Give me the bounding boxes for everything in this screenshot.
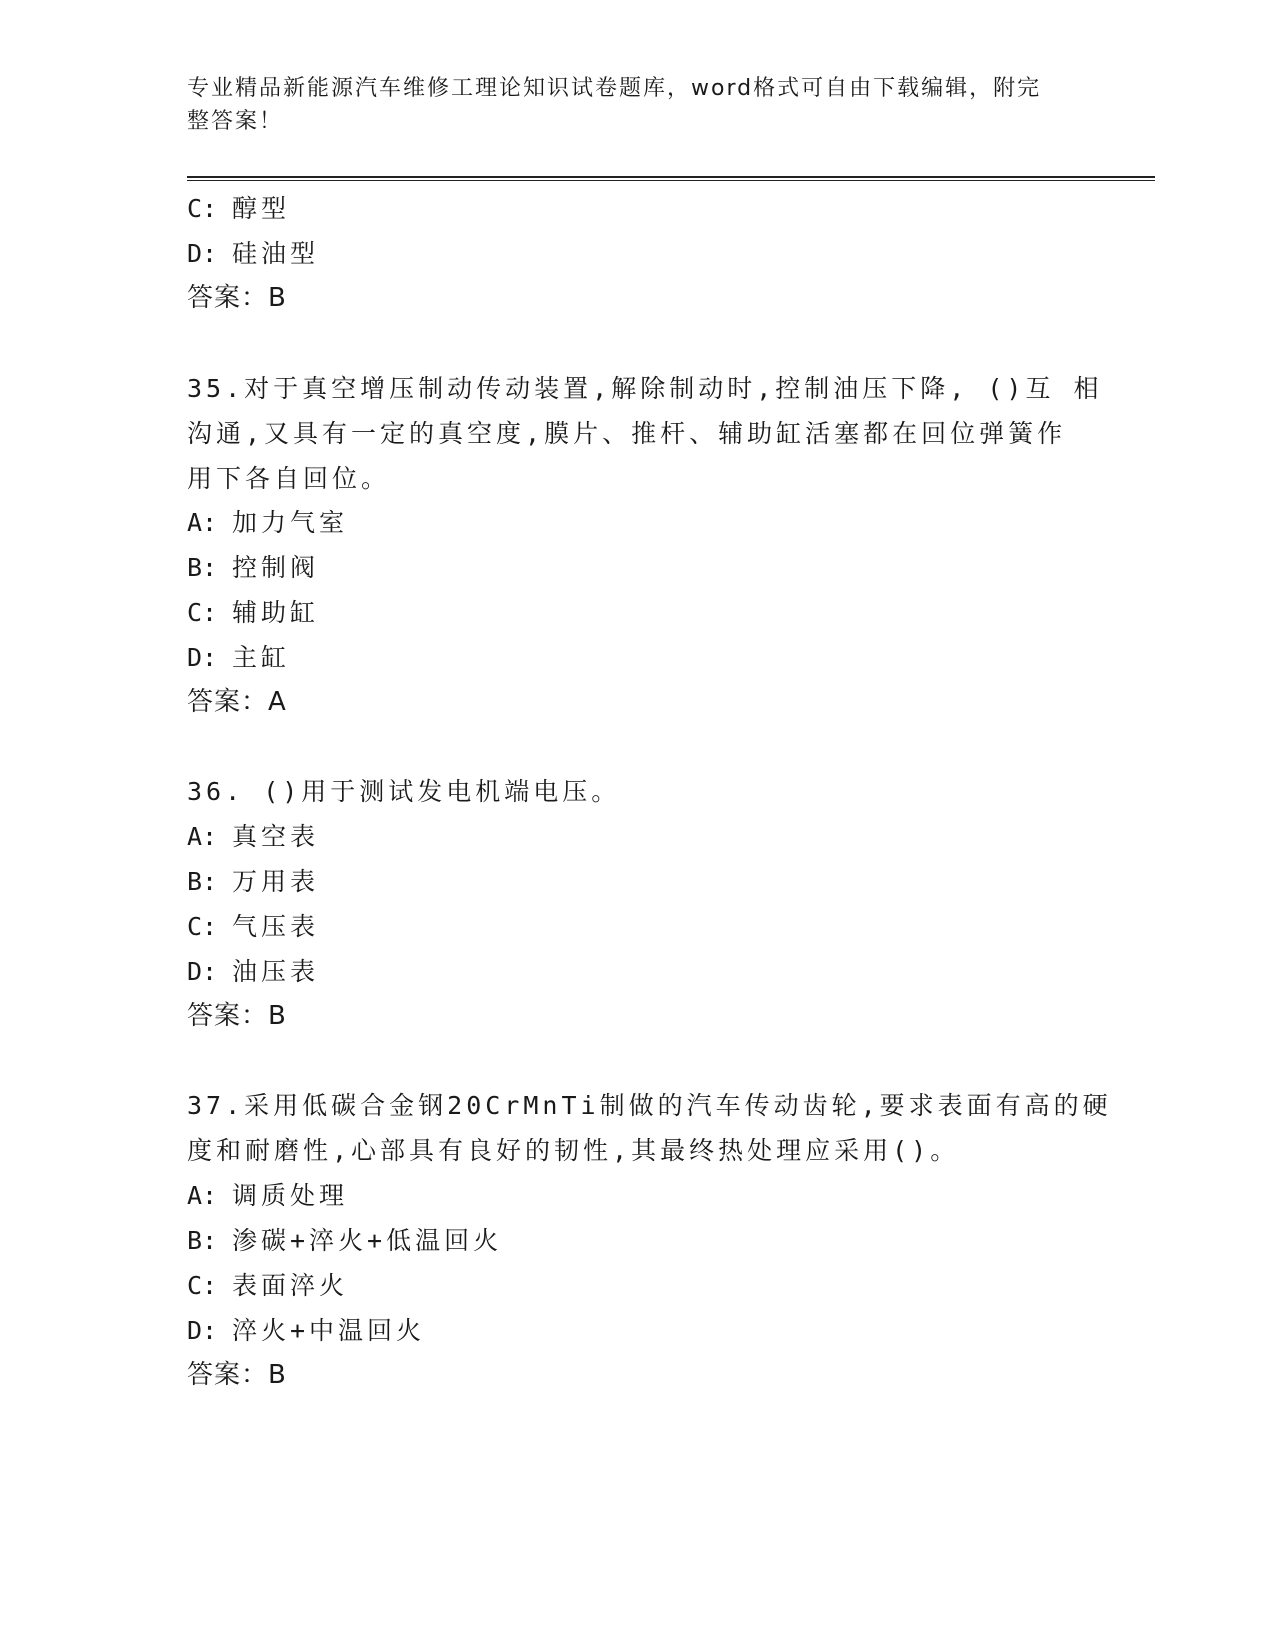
q34-answer: 答案：B [187,283,287,313]
option-letter: C: [187,912,218,941]
q35-answer: 答案：A [187,687,287,717]
q37-option-c [187,1271,348,1301]
option-text: 调质处理 [232,1181,349,1210]
q35-stem-line-1: 35.对于真空增压制动传动装置,解除制动时,控制油压下降, ()互 相 [187,374,1103,403]
header-line-2: 整答案！ [187,109,284,134]
q37-option-a [187,1181,348,1211]
q37-stem-line-2: 度和耐磨性,心部具有良好的韧性,其最终热处理应采用()。 [187,1136,960,1165]
option-text: 辅助缸 [232,598,320,627]
q36-stem-line-1: 36. ()用于测试发电机端电压。 [187,777,621,806]
option-letter: D: [187,239,218,268]
q35-option-c [187,598,319,628]
document-header [187,72,1067,138]
option-letter: A: [187,508,218,537]
q35-stem-line-2: 沟通,又具有一定的真空度,膜片、推杆、辅助缸活塞都在回位弹簧作 [187,419,1067,448]
q37-option-b [187,1226,502,1256]
option-text: 淬火+中温回火 [232,1316,426,1345]
q35-option-d [187,643,290,673]
option-letter: C: [187,598,218,627]
option-text: 渗碳+淬火+低温回火 [232,1226,503,1255]
q35-stem-line-3: 用下各自回位。 [187,464,391,493]
option-letter: B: [187,867,218,896]
q37-answer: 答案：B [187,1360,287,1390]
option-text: 醇型 [232,194,291,223]
q34-option-d [187,239,319,269]
option-letter: D: [187,957,218,986]
option-text: 硅油型 [232,239,320,268]
option-text: 气压表 [232,912,320,941]
header-line-1: 专业精品新能源汽车维修工理论知识试卷题库，word格式可自由下载编辑，附完 [187,76,1042,101]
option-text: 油压表 [232,957,320,986]
q37-stem-line-1: 37.采用低碳合金钢20CrMnTi制做的汽车传动齿轮,要求表面有高的硬 [187,1091,1112,1120]
q36-option-a [187,822,319,852]
option-text: 真空表 [232,822,320,851]
option-text: 控制阀 [232,553,320,582]
option-text: 加力气室 [232,508,349,537]
q35-option-b [187,553,319,583]
q36-answer: 答案：B [187,1001,287,1031]
q36-option-b [187,867,319,897]
q37-option-d [187,1316,425,1346]
option-letter: C: [187,1271,218,1300]
option-letter: A: [187,1181,218,1210]
q36-option-d [187,957,319,987]
option-letter: D: [187,1316,218,1345]
option-letter: B: [187,1226,218,1255]
q34-option-c [187,194,290,224]
header-divider [187,176,1155,181]
option-text: 主缸 [232,643,291,672]
option-letter: B: [187,553,218,582]
q36-option-c [187,912,319,942]
option-text: 万用表 [232,867,320,896]
option-text: 表面淬火 [232,1271,349,1300]
option-letter: A: [187,822,218,851]
q35-option-a [187,508,348,538]
option-letter: C: [187,194,218,223]
option-letter: D: [187,643,218,672]
